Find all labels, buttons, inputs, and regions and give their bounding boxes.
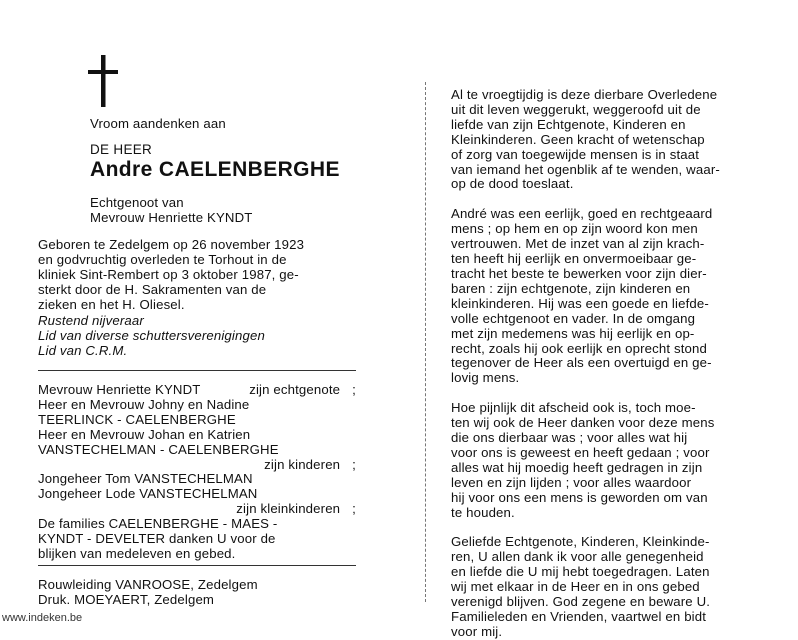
column-separator: [425, 82, 426, 602]
paragraph-3: Hoe pijnlijk dit afscheid ook is, toch moe- ten wij ook de Heer danken voor deze mens die ons dierbaar was ; voor alles wat hij voor ons is geweest en heeft gedaan ; voor alles wat hij moedig heeft gedragen in zijn leven en zijn lijden ; voor alles waardoor hij voor ons een mens is geworden om van te houden.: [451, 400, 715, 520]
intro-text: Vroom aandenken aan: [90, 116, 226, 131]
spouse-block: Echtgenoot van Mevrouw Henriette KYNDT: [90, 195, 253, 225]
memberships-block: Rustend nijveraar Lid van diverse schuttersverenigingen Lid van C.R.M.: [38, 313, 265, 358]
footer-block: Rouwleiding VANROOSE, Zedelgem Druk. MOEYAERT, Zedelgem: [38, 577, 258, 607]
divider-top: [38, 370, 356, 371]
paragraph-4: Geliefde Echtgenote, Kinderen, Kleinkinde- ren, U allen dank ik voor alle genegenheid en liefde die U mij hebt toegedragen. Laten wij met elkaar in de Heer en in ons gebed verenigd blijven. God zegene en beware U. Familieleden en Vrienden, vaartwel en bidt voor mij.: [451, 534, 711, 639]
cross-icon: [88, 55, 118, 107]
family-block: Mevrouw Henriette KYNDT zijn echtgenote ; Heer en Mevrouw Johny en Nadine TEERLINCK - CAELENBERGHE Heer en Mevrouw Johan en Katrien VANSTECHELMAN - CAELENBERGHE zijn kinderen ; Jongeheer Tom VANSTECHELMAN Jongeheer Lode VANSTECHELMAN zijn kleinkinderen ; De families CAELENBERGHE - MAES - KYNDT - DEVELTER danken U voor de blijken van medeleven en gebed.: [38, 382, 356, 561]
paragraph-2: André was een eerlijk, goed en rechtgeaard mens ; op hem en op zijn woord kon men vertrouwen. Met de inzet van al zijn krach- ten heeft hij eerlijk en onvermoeibaar ge- tracht het beste te bewerken voor zijn dier- baren : zijn echtgenote, zijn kinderen en kleinkinderen. Hij was een goede en liefde- volle echtgenoot en vader. In de omgang met zijn medemens was hij eerlijk en op- recht, zoals hij ook eerlijk en oprecht stond tegenover de Heer als een overtuigd en ge- lovig mens.: [451, 206, 713, 386]
paragraph-1: Al te vroegtijdig is deze dierbare Overledene uit dit leven weggerukt, weggeroofd uit de liefde van zijn Echtgenote, Kinderen en Kleinkinderen. Geen kracht of wetenschap of zorg van toegewijde mensen is in staat van iemand het ogenblik af te wenden, waar- op de dood toeslaat.: [451, 87, 720, 192]
spouse-line: Mevrouw Henriette KYNDT zijn echtgenote ;: [38, 382, 356, 397]
divider-bottom: [38, 565, 356, 566]
watermark: www.indeken.be: [2, 612, 83, 624]
biography-block: Geboren te Zedelgem op 26 november 1923 en godvruchtig overleden te Torhout in de kliniek Sint-Rembert op 3 oktober 1987, ge- sterkt door de H. Sakramenten van de zieken en het H. Oliesel.: [38, 237, 305, 312]
children-role: zijn kinderen ;: [264, 456, 356, 472]
right-column: [451, 88, 771, 640]
grandchildren-role: zijn kleinkinderen ;: [236, 501, 356, 517]
deceased-name: Andre CAELENBERGHE: [90, 158, 340, 181]
honorific-title: DE HEER: [90, 142, 153, 157]
